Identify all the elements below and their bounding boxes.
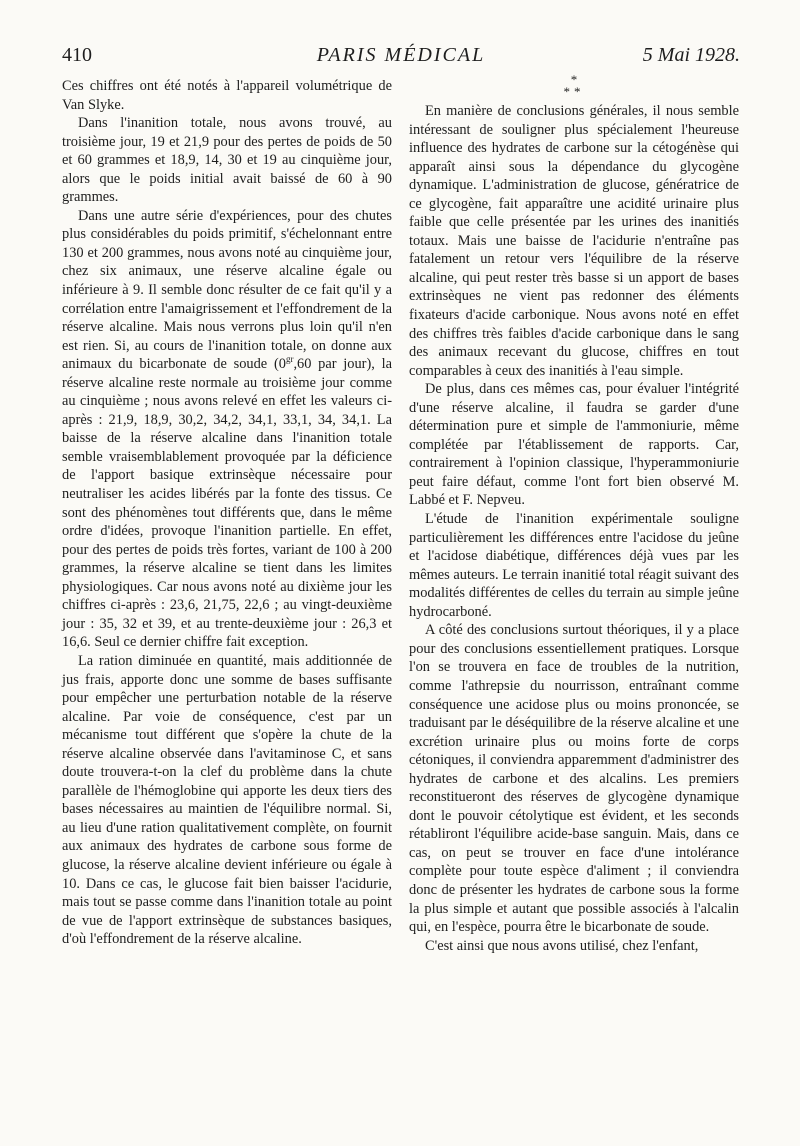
paragraph: En manière de conclusions générales, il nous semble intéressant de souligner plus spécialement l'heureuse influence des hydrates de carbone sur la cétogénèse qui apparaît ainsi sous la dépendance du glycogène dynamique. L'administration de glucose, génératrice de ce glycogène, fait apparaître une acidité urinaire plus faible que celle présentée par les urines des inanitiés totaux. Mais une baisse de l'acidurie n'entraîne pas fatalement un retour vers l'équilibre de la réserve alcaline, qui peut rester très basse si un apport de bases extrinsèques ne vient pas redonner des éléments fixateurs d'acide carbonique. Nous avons noté en effet des chiffres très faibles d'acide carbonique dans le sang des animaux recevant du glucose, chiffres en tout comparables à ceux des inanitiés à l'eau simple. [409,103,739,379]
paragraph-text: ,60 par jour), la réserve alcaline reste normale au troisième jour comme au cinquième ; nous avons relevé en effet les valeurs ci-après : 21,9, 18,9, 30,2, 34,2, 34,1, 33,1, 34, 34,1. La baisse de la réserve alcaline dans l'inanition totale semble vraisemblablement provoquée par la déficience de l'apport basique extrinsèque nécessaire pour neutraliser les acides libérés par la fonte des tissus. Ce sont des phénomènes tout différents que, dans le même ordre d'idées, provoque l'inanition partielle. En effet, pour des pertes de poids très fortes, variant de 100 à 200 grammes, la réserve alcaline se tient dans les limites physiologiques. Car nous avons noté au dixième jour les chiffres ci-après : 23,6, 21,75, 22,6 ; au vingt-deuxième jour : 35, 32 et 39, et au trente-deuxième jour : 26,3 et 16,6. Seul ce dernier chiffre fait exception. [62,356,392,651]
unit-superscript: gr [285,354,294,365]
paragraph-text: Dans une autre série d'expériences, pour des chutes plus considérables du poids primitif, s'échelonnant entre 130 et 200 grammes, nous avons noté au cinquième jour, chez six animaux, une réserve alcaline égale ou inférieure à 9. Il semble donc résulter de ce fait qu'il y a corrélation entre l'amaigrissement et l'effondrement de la réserve alcaline. Mais nous verrons plus loin qu'il n'en est rien. Si, au cours de l'inanition totale, on donne aux animaux du bicarbonate de soude (0 [62,207,392,373]
section-separator [409,72,739,102]
page-number: 410 [62,44,92,66]
right-column [409,72,739,955]
issue-date: 5 Mai 1928. [642,44,740,66]
paragraph: L'étude de l'inanition expérimentale souligne particulièrement les différences entre l'acidose du jeûne et l'acidose diabétique, différences déjà vues par les mêmes auteurs. Le terrain inanitié total réagit suivant des modalités différentes de celles du terrain au simple jeûne hydrocarboné. [409,511,739,620]
paragraph: La ration diminuée en quantité, mais additionnée de jus frais, apporte donc une somme de bases suffisante pour empêcher une perturbation notable de la réserve alcaline. Par voie de conséquence, c'est par un mécanisme tout différent que s'opère la chute de la réserve alcaline observée dans l'avitaminose C, et sans doute trouvera-t-on la clef du problème dans la chute parallèle de l'hémoglobine qui apporte les deux tiers des bases nécessaires au maintien de l'équilibre normal. Si, au lieu d'une ration qualitativement complète, on fournit aux animaux des hydrates de carbone sous forme de glucose, la réserve alcaline devient inférieure ou égale à 10. Dans ce cas, le glucose fait bien baisser l'acidurie, mais tout se passe comme dans l'inanition totale au point de vue de l'apport extrinsèque de substances basiques, d'où l'effondrement de la réserve alcaline. [62,652,392,948]
paragraph: Dans l'inanition totale, nous avons trouvé, au troisième jour, 19 et 21,9 pour des pertes de poids de 50 et 60 grammes et 18,9, 14, 30 et 19 au cinquième jour, alors que le poids initial avait baissé de 60 à 90 grammes. [62,115,392,206]
journal-title: PARIS MÉDICAL [316,44,486,66]
separator-star-top: * [570,72,578,87]
left-column [62,77,392,949]
paragraph [62,207,392,652]
separator-star-bottom: ** [563,84,585,99]
paragraph: Ces chiffres ont été notés à l'appareil volumétrique de Van Slyke. [62,78,392,113]
paragraph: De plus, dans ces mêmes cas, pour évaluer l'intégrité d'une réserve alcaline, il faudra se garder d'une détermination pure et simple de l'ammoniurie, même complétée par l'établissement de rapports. Car, contrairement à l'opinion classique, l'hyperammoniurie peut faire défaut, comme l'ont fort bien observé M. Labbé et F. Nepveu. [409,381,739,509]
paragraph: C'est ainsi que nous avons utilisé, chez l'enfant, [425,937,699,954]
running-header [62,40,740,70]
paragraph: A côté des conclusions surtout théoriques, il y a place pour des conclusions essentiellement pratiques. Lorsque l'on se trouvera en face de troubles de la nutrition, comme l'athrepsie du nourrisson, entraînant comme conséquence une acidose plus ou moins prononcée, se traduisant par le déséquilibre de la réserve alcaline et une excrétion urinaire plus ou moins forte de corps cétoniques, il conviendra apparemment d'administrer des hydrates de carbone et des alcalins. Les premiers reconstitueront des réserves de glycogène dynamique dont le pouvoir cétolytique est évident, et les seconds rétabliront l'équilibre acide-base sanguin. Mais, dans ce cas, on peut se trouver en face d'une intolérance complète pour toute espèce d'aliment ; il conviendra donc de présenter les hydrates de carbone sous la forme la plus simple et autant que possible associés à l'alcalin qui, en l'espèce, pourra être le bicarbonate de soude. [409,622,739,936]
